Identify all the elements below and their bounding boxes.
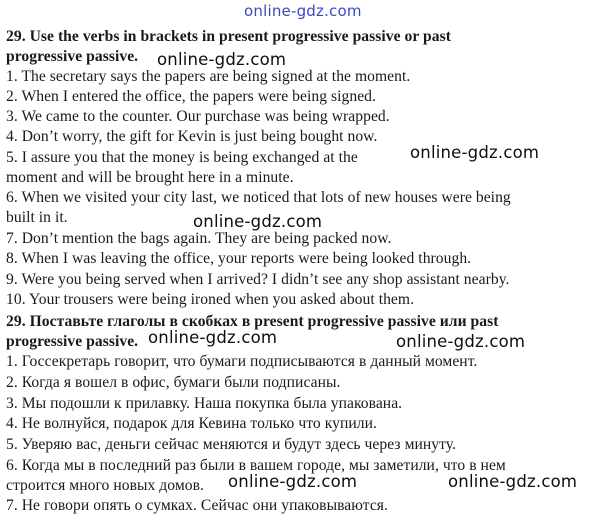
answer-line-en-6: 6. When we visited your city last, we noticed that lots of new houses were being [6,189,511,206]
answer-line-en-9: 9. Were you being served when I arrived? I didn’t see any shop assistant nearby. [6,271,510,288]
answer-line-ru-3: 3. Мы подошли к прилавку. Наша покупка была упакована. [6,395,403,412]
watermark-5: online-gdz.com [396,332,526,351]
answer-line-en-2: 2. When I entered the office, the papers were being signed. [6,88,376,105]
watermark-3: online-gdz.com [193,212,323,231]
answer-line-en-1: 1. The secretary says the papers are being signed at the moment. [6,68,411,85]
watermark-7: online-gdz.com [448,472,578,491]
answer-line-ru-6: 6. Когда мы в последний раз были в вашем городе, мы заметили, что в нем [6,457,506,474]
exercise-heading-ru: 29. Поставьте глаголы в скобках в present progressive passive или past [6,313,499,330]
answer-line-en-10: 10. Your trousers were being ironed when you asked about them. [6,291,415,308]
answer-line-ru-5: 5. Уверяю вас, деньги сейчас меняются и будут здесь через минуту. [6,436,457,453]
answer-line-en-5: 5. I assure you that the money is being exchanged at the [6,149,358,166]
answer-line-ru-6-cont: строится много новых домов. [6,477,204,494]
answer-line-ru-2: 2. Когда я вошел в офис, бумаги были подписаны. [6,374,341,391]
answer-line-en-8: 8. When I was leaving the office, your reports were being looked through. [6,250,472,267]
answer-line-en-4: 4. Don’t worry, the gift for Kevin is just being bought now. [6,128,378,145]
answer-line-ru-4: 4. Не волнуйся, подарок для Кевина только что купили. [6,415,377,432]
watermark-2: online-gdz.com [410,143,540,162]
watermark-1: online-gdz.com [157,50,287,69]
watermark-6: online-gdz.com [228,472,358,491]
answer-line-en-3: 3. We came to the counter. Our purchase was being wrapped. [6,108,390,125]
watermark-4: online-gdz.com [148,328,278,347]
exercise-heading-en-cont: progressive passive. [6,48,139,65]
answer-line-en-7: 7. Don’t mention the bags again. They are being packed now. [6,230,392,247]
answer-line-en-6-cont: built in it. [6,209,68,226]
watermark-top: online-gdz.com [244,2,362,20]
answer-line-ru-1: 1. Госсекретарь говорит, что бумаги подписываются в данный момент. [6,353,478,370]
exercise-heading-en: 29. Use the verbs in brackets in present progressive passive or past [6,28,451,45]
answer-line-ru-7: 7. Не говори опять о сумках. Сейчас они упаковываются. [6,497,388,514]
exercise-heading-ru-cont: progressive passive. [6,333,139,350]
answer-line-en-5-cont: moment and will be brought here in a minute. [6,169,294,186]
